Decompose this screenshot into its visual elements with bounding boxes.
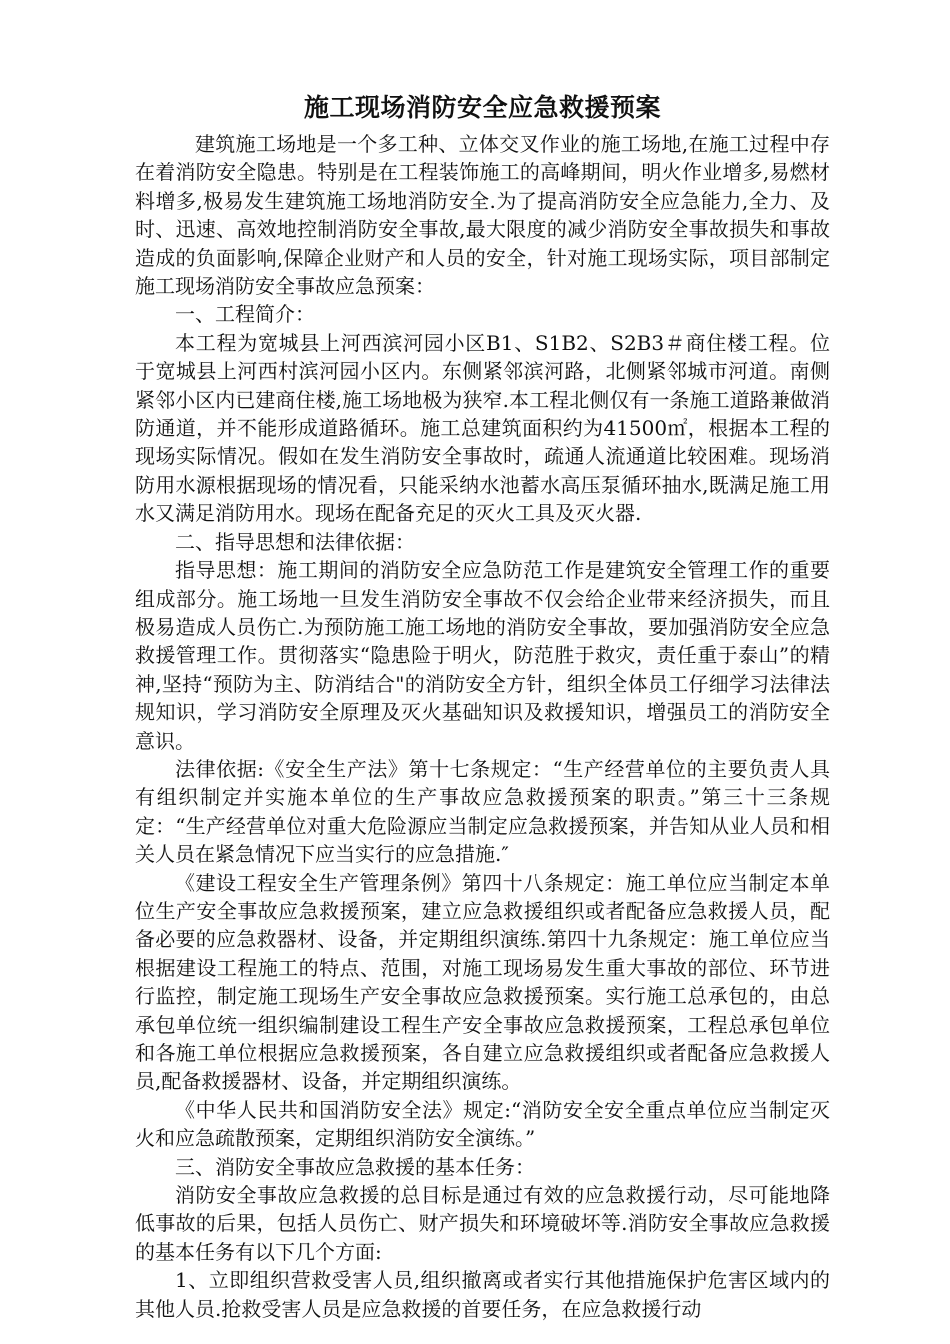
basic-tasks-paragraph: 消防安全事故应急救援的总目标是通过有效的应急救援行动，尽可能地降低事故的后果，包括人员伤亡、财产损失和环境破坏等.消防安全事故应急救援的基本任务有以下几个方面: [135,1183,830,1264]
section-heading-guiding-principles: 二、指导思想和法律依据： [175,529,415,554]
fire-law-paragraph: 《中华人民共和国消防安全法》规定:“消防安全安全重点单位应当制定灭火和应急疏散预案，定期组织消防安全演练。” [135,1097,830,1151]
section-heading-project-overview: 一、工程简介： [175,302,315,327]
project-overview-paragraph: 本工程为宽城县上河西滨河园小区B1、S1B2、S2B3＃商住楼工程。位于宽城县上河西村滨河园小区内。东侧紧邻滨河路，北侧紧邻城市河道。南侧紧邻小区内已建商住楼,施工场地极为狭窄.本工程北侧仅有一条施工道路兼做消防通道，并不能形成道路循环。施工总建筑面积约为41500㎡，根据本工程的现场实际情况。假如在发生消防安全事故时，疏通人流通道比较困难。现场消防用水源根据现场的情况看，只能采纳水池蓄水高压泵循环抽水,既满足施工用水又满足消防用水。现场在配备充足的灭火工具及灭火器. [135,330,830,526]
guiding-principles-paragraph: 指导思想：施工期间的消防安全应急防范工作是建筑安全管理工作的重要组成部分。施工场地一旦发生消防安全事故不仅会给企业带来经济损失，而且极易造成人员伤亡.为预防施工施工场地的消防安全事故，要加强消防安全应急救援管理工作。贯彻落实“隐患险于明火，防范胜于救灾，责任重于泰山”的精神,坚持“预防为主、防消结合"的消防安全方针，组织全体员工仔细学习法律法规知识，学习消防安全原理及灭火基础知识及救援知识，增强员工的消防安全意识。 [135,558,830,753]
regulation-paragraph: 《建设工程安全生产管理条例》第四十八条规定：施工单位应当制定本单位生产安全事故应急救援预案，建立应急救援组织或者配备应急救援人员，配备必要的应急救器材、设备，并定期组织演练.第四十九条规定：施工单位应当根据建设工程施工的特点、范围，对施工现场易发生重大事故的部位、环节进行监控，制定施工现场生产安全事故应急救援预案。实行施工总承包的，由总承包单位统一组织编制建设工程生产安全事故应急救援预案，工程总承包单位和各施工单位根据应急救援预案，各自建立应急救援组织或者配备应急救援人员,配备救援器材、设备，并定期组织演练。 [135,870,830,1094]
document-title: 施工现场消防安全应急救援预案 [303,93,661,122]
task-item-1-paragraph: 1、立即组织营救受害人员,组织撤离或者实行其他措施保护危害区域内的其他人员.抢救受害人员是应急救援的首要任务，在应急救援行动 [135,1268,830,1321]
legal-basis-paragraph: 法律依据:《安全生产法》第十七条规定：“生产经营单位的主要负责人具有组织制定并实施本单位的生产事故应急救援预案的职责。”第三十三条规定：“生产经营单位对重大危险源应当制定应急救援预案，并告知从业人员和相关人员在紧急情况下应当实行的应急措施.″ [135,756,830,867]
document-page [135,88,830,1323]
intro-paragraph: 建筑施工场地是一个多工种、立体交叉作业的施工场地,在施工过程中存在着消防安全隐患。特别是在工程装饰施工的高峰期间，明火作业增多,易燃材料增多,极易发生建筑施工场地消防安全.为了提高消防安全应急能力,全力、及时、迅速、高效地控制消防安全事故,最大限度的减少消防安全事故损失和事故造成的负面影响,保障企业财产和人员的安全，针对施工现场实际，项目部制定施工现场消防安全事故应急预案： [135,132,830,299]
section-heading-basic-tasks: 三、消防安全事故应急救援的基本任务： [175,1154,535,1179]
